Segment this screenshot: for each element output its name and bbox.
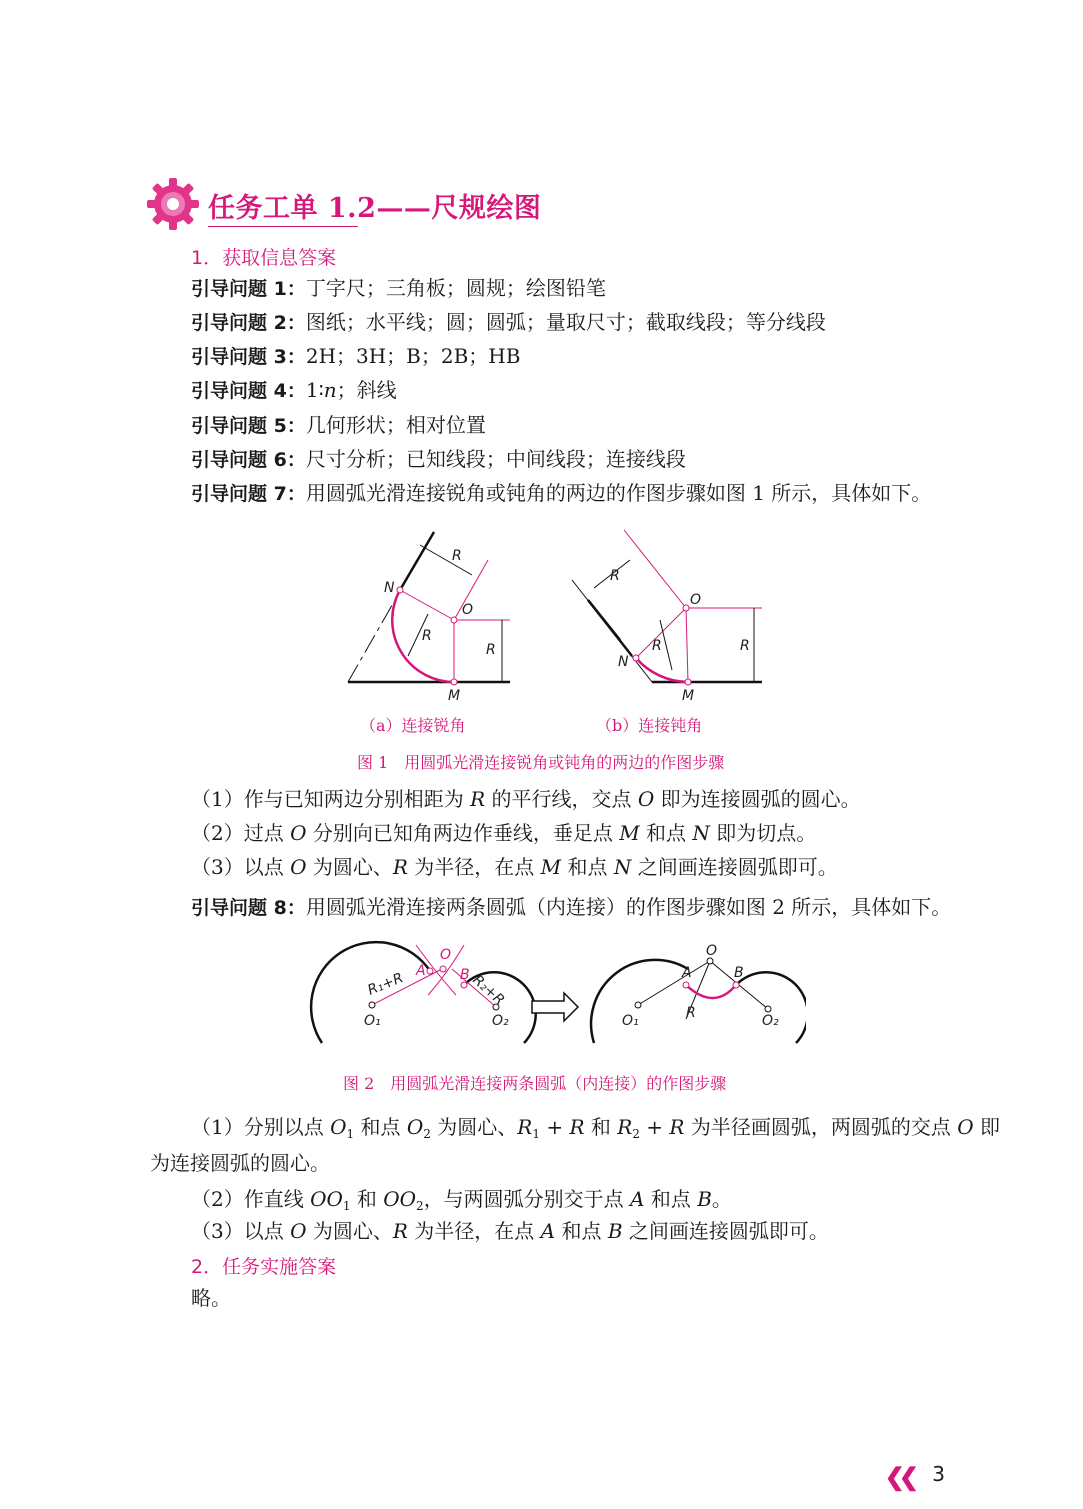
question-answer: 丁字尺；三角板；圆规；绘图铅笔: [305, 276, 606, 300]
fig2-right-arc1: [591, 960, 688, 1043]
page-number: 3: [932, 1462, 945, 1486]
question-5: [191, 410, 486, 441]
text-seg: 和: [584, 1115, 618, 1139]
text-seg: 为半径，在点: [407, 855, 541, 879]
fig1a-point-o: [451, 617, 457, 623]
text-seg: 和点: [555, 1219, 608, 1243]
text-seg: 之间画连接圆弧即可。: [631, 855, 838, 879]
var-seg: O: [637, 787, 655, 811]
fig2-right-o2: [765, 1006, 771, 1012]
text-seg: （1）作与已知两边分别相距为: [191, 787, 471, 811]
fig1a-label-r3: R: [486, 642, 496, 658]
question-2: [191, 307, 826, 338]
text-seg: （3）以点: [191, 1219, 291, 1243]
title-underline: [208, 226, 358, 227]
question-label: 引导问题 8：: [191, 897, 306, 919]
fig2-left-label-r2r: R₂+R: [469, 972, 508, 1009]
fig1b-radius-om: [686, 608, 688, 682]
question-label: 引导问题 4：: [191, 380, 306, 402]
var-seg: R: [669, 1115, 685, 1139]
step7-3: [191, 852, 838, 882]
var-seg: O: [406, 1115, 424, 1139]
question-label: 引导问题 6：: [191, 449, 306, 471]
var-seg: B: [607, 1219, 623, 1243]
figure-1-sub-b: （b）连接钝角: [596, 716, 703, 735]
figure-2-caption: 图 2 用圆弧光滑连接两条圆弧（内连接）的作图步骤: [343, 1074, 727, 1093]
var-seg: N: [613, 855, 632, 879]
question-answer: 用圆弧光滑连接锐角或钝角的两边的作图步骤如图 1 所示，具体如下。: [305, 481, 932, 505]
fig1a-point-n: [397, 587, 403, 593]
fig2-right-label-r: R: [686, 1005, 696, 1021]
text-seg: 即: [973, 1115, 1000, 1139]
fig1a-side-line: [400, 532, 434, 590]
fig2-right-label-a: A: [682, 965, 692, 981]
var-seg: R: [392, 855, 408, 879]
fig1a-label-r2: R: [422, 628, 432, 644]
subscript: 1: [532, 1127, 540, 1141]
fig1b-side-line-2: [588, 600, 632, 656]
var-seg: R: [569, 1115, 585, 1139]
fig2-left-label-o2: O₂: [492, 1013, 509, 1029]
text-seg: 的平行线，交点: [485, 787, 638, 811]
var-seg: M: [540, 855, 562, 879]
text-seg: 为圆心、: [306, 855, 393, 879]
fig2-left-label-r1r: R₁+R: [365, 970, 406, 999]
question-answer: 几何形状；相对位置: [305, 413, 486, 437]
step8-3: [191, 1216, 829, 1246]
var-seg: R: [517, 1115, 533, 1139]
text-seg: 和点: [561, 855, 614, 879]
question-answer: 图纸；水平线；圆；圆弧；量取尺寸；截取线段；等分线段: [305, 310, 826, 334]
fig2-arrow-icon: [532, 993, 578, 1021]
question-answer: 尺寸分析；已知线段；中间线段；连接线段: [305, 447, 686, 471]
step8-1-cont: 为连接圆弧的圆心。: [150, 1151, 330, 1175]
fig2-right-label-o: O: [706, 943, 718, 959]
question-label: 引导问题 2：: [191, 312, 306, 334]
question-3: [191, 341, 520, 372]
text-seg: 为半径，在点: [407, 1219, 541, 1243]
text-seg: （3）以点: [191, 855, 291, 879]
var-seg: O: [290, 821, 307, 845]
fig2-right-b: [733, 982, 739, 988]
text-seg: 之间画连接圆弧即可。: [622, 1219, 829, 1243]
figure-1-sub-a: （a）连接锐角: [360, 716, 466, 735]
fig2-left-label-o1: O₁: [364, 1013, 381, 1029]
var-seg: OO: [383, 1187, 417, 1211]
var-seg: O: [957, 1115, 974, 1139]
page-title: 任务工单 1.2——尺规绘图: [208, 193, 542, 224]
var-seg: O: [330, 1115, 347, 1139]
section-heading-2: 2．任务实施答案: [191, 1256, 337, 1278]
subscript: 2: [632, 1127, 640, 1141]
question-answer: 1∶: [305, 378, 324, 402]
fig1b-label-r3: R: [652, 638, 662, 654]
question-label: 引导问题 1：: [191, 278, 306, 300]
fig2-right-label-b: B: [734, 965, 744, 981]
fig1a-dim-r: [420, 545, 472, 575]
text-seg: 即为切点。: [709, 821, 817, 845]
text-seg: 分别向已知角两边作垂线，垂足点: [306, 821, 620, 845]
fig1b-label-o: O: [690, 592, 702, 608]
fig2-right-label-o1: O₁: [622, 1013, 639, 1029]
fig2-left-a: [427, 968, 433, 974]
var-seg: R: [617, 1115, 633, 1139]
fig2-left-label-o: O: [440, 947, 452, 963]
fig1b-parallel-s: [624, 530, 686, 608]
subscript: 2: [423, 1127, 431, 1141]
subscript: 1: [342, 1199, 351, 1213]
fig1a-label-r1: R: [452, 548, 462, 564]
variable-n: n: [323, 378, 337, 402]
question-answer: 2H；3H；B；2B；HB: [305, 344, 521, 368]
question-label: 引导问题 7：: [191, 483, 306, 505]
fig1b-label-r2: R: [740, 638, 750, 654]
fig1b-point-o: [683, 605, 689, 611]
question-8: [191, 892, 951, 923]
var-seg: O: [290, 855, 307, 879]
fig2-left-o1: [369, 1002, 375, 1008]
var-seg: B: [697, 1187, 712, 1211]
var-seg: O: [290, 1219, 307, 1243]
text-seg: 和点: [639, 821, 693, 845]
fig1b-arc: [636, 658, 688, 682]
figure-1-drawing: [330, 520, 780, 710]
fig2-right-label-o2: O₂: [762, 1013, 779, 1029]
text-seg: （1）分别以点: [191, 1115, 331, 1139]
text-seg: 。: [711, 1187, 732, 1211]
chevron-left-icon: ❮❮: [884, 1462, 913, 1491]
var-seg: A: [630, 1187, 645, 1211]
fig2-right-connect-arc: [686, 985, 736, 998]
step7-1: [191, 784, 861, 814]
fig2-left-label-a: A: [416, 963, 426, 979]
text-seg: 为半径画圆弧，两圆弧的交点: [684, 1115, 958, 1139]
step8-1: [191, 1112, 1000, 1149]
text-seg: 为圆心、: [430, 1115, 518, 1139]
fig1b-point-m: [685, 679, 691, 685]
text-seg: 和点: [644, 1187, 698, 1211]
fig2-left-label-b: B: [460, 967, 470, 983]
fig2-left-o: [440, 966, 446, 972]
fig1a-label-o: O: [462, 602, 474, 618]
gear-icon: [145, 176, 201, 232]
text-seg: （2）作直线: [191, 1187, 311, 1211]
fig2-right-line1: [638, 961, 710, 1005]
var-seg: A: [540, 1219, 556, 1243]
fig1a-label-m: M: [448, 688, 461, 704]
text-seg: 为圆心、: [306, 1219, 393, 1243]
fig2-right-o1: [635, 1002, 641, 1008]
text-seg: 即为连接圆弧的圆心。: [654, 787, 861, 811]
subscript: 2: [416, 1199, 424, 1213]
text-seg: 和点: [354, 1115, 407, 1139]
text-seg: +: [639, 1115, 670, 1139]
var-seg: M: [619, 821, 640, 845]
question-7: [191, 478, 931, 509]
question-label: 引导问题 5：: [191, 415, 306, 437]
var-seg: R: [392, 1219, 408, 1243]
fig1a-label-n: N: [384, 580, 395, 596]
fig2-right-a: [683, 982, 689, 988]
var-seg: R: [470, 787, 486, 811]
question-label: 引导问题 3：: [191, 346, 306, 368]
question-answer: 用圆弧光滑连接两条圆弧（内连接）的作图步骤如图 2 所示，具体如下。: [305, 895, 952, 919]
question-6: [191, 444, 686, 475]
figure-1-caption: 图 1 用圆弧光滑连接锐角或钝角的两边的作图步骤: [357, 753, 725, 772]
fig1b-label-m: M: [682, 688, 695, 704]
fig1b-label-n: N: [618, 654, 629, 670]
text-seg: 和: [350, 1187, 384, 1211]
text-seg: ，与两圆弧分别交于点: [423, 1187, 631, 1211]
title-icon-wrap: [145, 176, 201, 232]
question-4: [191, 375, 397, 406]
var-seg: OO: [310, 1187, 343, 1211]
question-answer-tail: ；斜线: [336, 378, 397, 402]
section-2-body: 略。: [191, 1286, 231, 1310]
subscript: 1: [346, 1127, 355, 1141]
step7-2: [191, 818, 816, 848]
fig1b-label-r1: R: [610, 568, 620, 584]
var-seg: N: [692, 821, 710, 845]
fig1a-point-m: [451, 679, 457, 685]
fig1b-point-n: [633, 655, 639, 661]
text-seg: （2）过点: [191, 821, 291, 845]
section-heading-1: 1．获取信息答案: [191, 247, 337, 269]
text-seg: +: [539, 1115, 570, 1139]
question-1: [191, 273, 606, 304]
figure-2-drawing: [306, 935, 806, 1055]
